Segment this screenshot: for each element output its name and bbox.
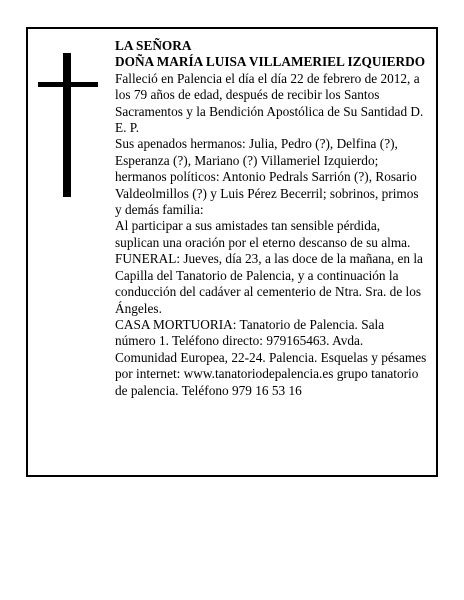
cross-vertical-bar bbox=[63, 53, 71, 197]
deceased-name: DOÑA MARÍA LUISA VILLAMERIEL IZQUIERDO bbox=[115, 54, 426, 70]
cross-icon bbox=[38, 53, 98, 197]
cross-horizontal-bar bbox=[38, 82, 98, 87]
family-paragraph: Sus apenados hermanos: Julia, Pedro (?), Delfina (?), Esperanza (?), Mariano (?) Villameriel Izquierdo; hermanos políticos: Antonio Pedrals Sarrión (?), Rosario Valdeolmillos (?) y Luis Pérez Becerril; sobrinos, primos y demás familia: bbox=[115, 136, 419, 218]
funeral-home-paragraph: CASA MORTUORIA: Tanatorio de Palencia. Sala número 1. Teléfono directo: 979165463. Avda. Comunidad Europea, 22-24. Palencia. Esquelas y pésames por internet: www.tanatoriodepalencia.es grupo tanatorio de palencia. Teléfono 979 16 53 16 bbox=[115, 316, 427, 398]
deceased-title: LA SEÑORA bbox=[115, 38, 192, 53]
funeral-paragraph: FUNERAL: Jueves, día 23, a las doce de la mañana, en la Capilla del Tanatorio de Palencia, y a continuación la conducción del cadáver al cementerio de Ntra. Sra. de los Ángeles. bbox=[115, 251, 423, 316]
prayer-request-paragraph: Al participar a sus amistades tan sensible pérdida, suplican una oración por el eterno descanso de su alma. bbox=[115, 218, 411, 250]
death-announcement-paragraph: Falleció en Palencia el día el día 22 de febrero de 2012, a los 79 años de edad, después de recibir los Santos Sacramentos y la Bendición Apostólica de Su Santidad D. E. P. bbox=[115, 70, 424, 136]
obituary-text bbox=[115, 38, 427, 399]
